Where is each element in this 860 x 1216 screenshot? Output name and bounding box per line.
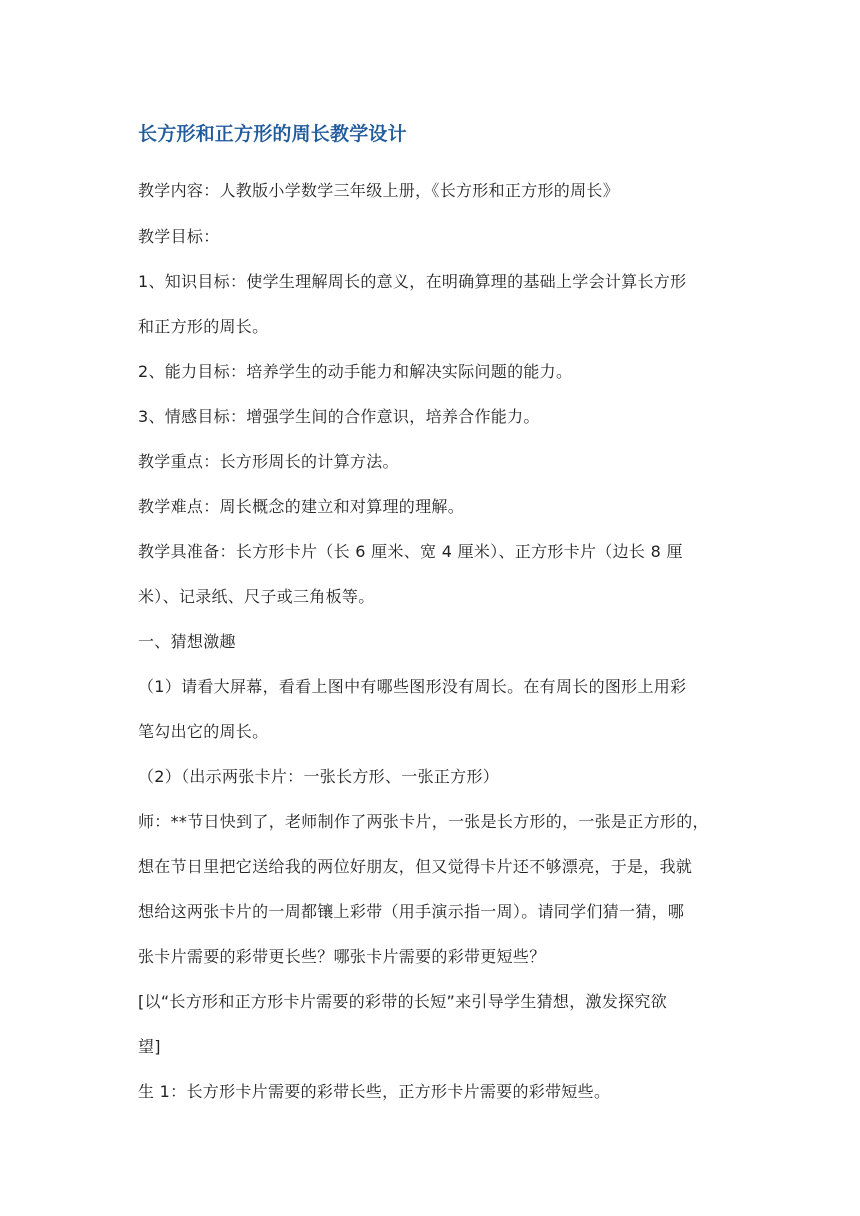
paragraph-materials: 教学具准备：长方形卡片（长 6 厘米、宽 4 厘米）、正方形卡片（边长 8 厘 xyxy=(138,542,683,561)
paragraph-teaching-goals-heading: 教学目标： xyxy=(138,227,220,246)
paragraph-guide-note-cont: 望] xyxy=(138,1037,161,1056)
paragraph-key-point: 教学重点：长方形周长的计算方法。 xyxy=(138,452,399,471)
paragraph-teacher-speech-cont-2: 想给这两张卡片的一周都镶上彩带（用手演示指一周）。请同学们猜一猜，哪 xyxy=(138,902,685,921)
paragraph-teacher-speech: 师：**节日快到了，老师制作了两张卡片，一张是长方形的，一张是正方形的， xyxy=(138,812,709,831)
paragraph-knowledge-goal-cont: 和正方形的周长。 xyxy=(138,317,269,336)
paragraph-teaching-content: 教学内容：人教版小学数学三年级上册，《长方形和正方形的周长》 xyxy=(138,181,620,200)
paragraph-materials-cont: 米）、记录纸、尺子或三角板等。 xyxy=(138,587,375,606)
paragraph-teacher-speech-cont-1: 想在节日里把它送给我的两位好朋友，但又觉得卡片还不够漂亮，于是，我就 xyxy=(138,857,693,876)
paragraph-emotion-goal: 3、情感目标：增强学生间的合作意识，培养合作能力。 xyxy=(138,407,540,426)
paragraph-difficulty: 教学难点：周长概念的建立和对算理的理解。 xyxy=(138,497,465,516)
paragraph-student-1: 生 1：长方形卡片需要的彩带长些，正方形卡片需要的彩带短些。 xyxy=(138,1082,611,1101)
paragraph-teacher-speech-cont-3: 张卡片需要的彩带更长些？哪张卡片需要的彩带更短些？ xyxy=(138,947,546,966)
paragraph-step-2: （2）（出示两张卡片：一张长方形、一张正方形） xyxy=(138,767,500,786)
paragraph-step-1-cont: 笔勾出它的周长。 xyxy=(138,722,269,741)
paragraph-guide-note: [以“长方形和正方形卡片需要的彩带的长短”来引导学生猜想，激发探究欲 xyxy=(138,992,668,1011)
paragraph-step-1: （1）请看大屏幕，看看上图中有哪些图形没有周长。在有周长的图形上用彩 xyxy=(138,677,687,696)
paragraph-ability-goal: 2、能力目标：培养学生的动手能力和解决实际问题的能力。 xyxy=(138,362,573,381)
section-heading-guess: 一、猜想激趣 xyxy=(138,632,236,651)
document-title: 长方形和正方形的周长教学设计 xyxy=(138,123,407,145)
paragraph-knowledge-goal: 1、知识目标：使学生理解周长的意义，在明确算理的基础上学会计算长方形 xyxy=(138,272,687,291)
